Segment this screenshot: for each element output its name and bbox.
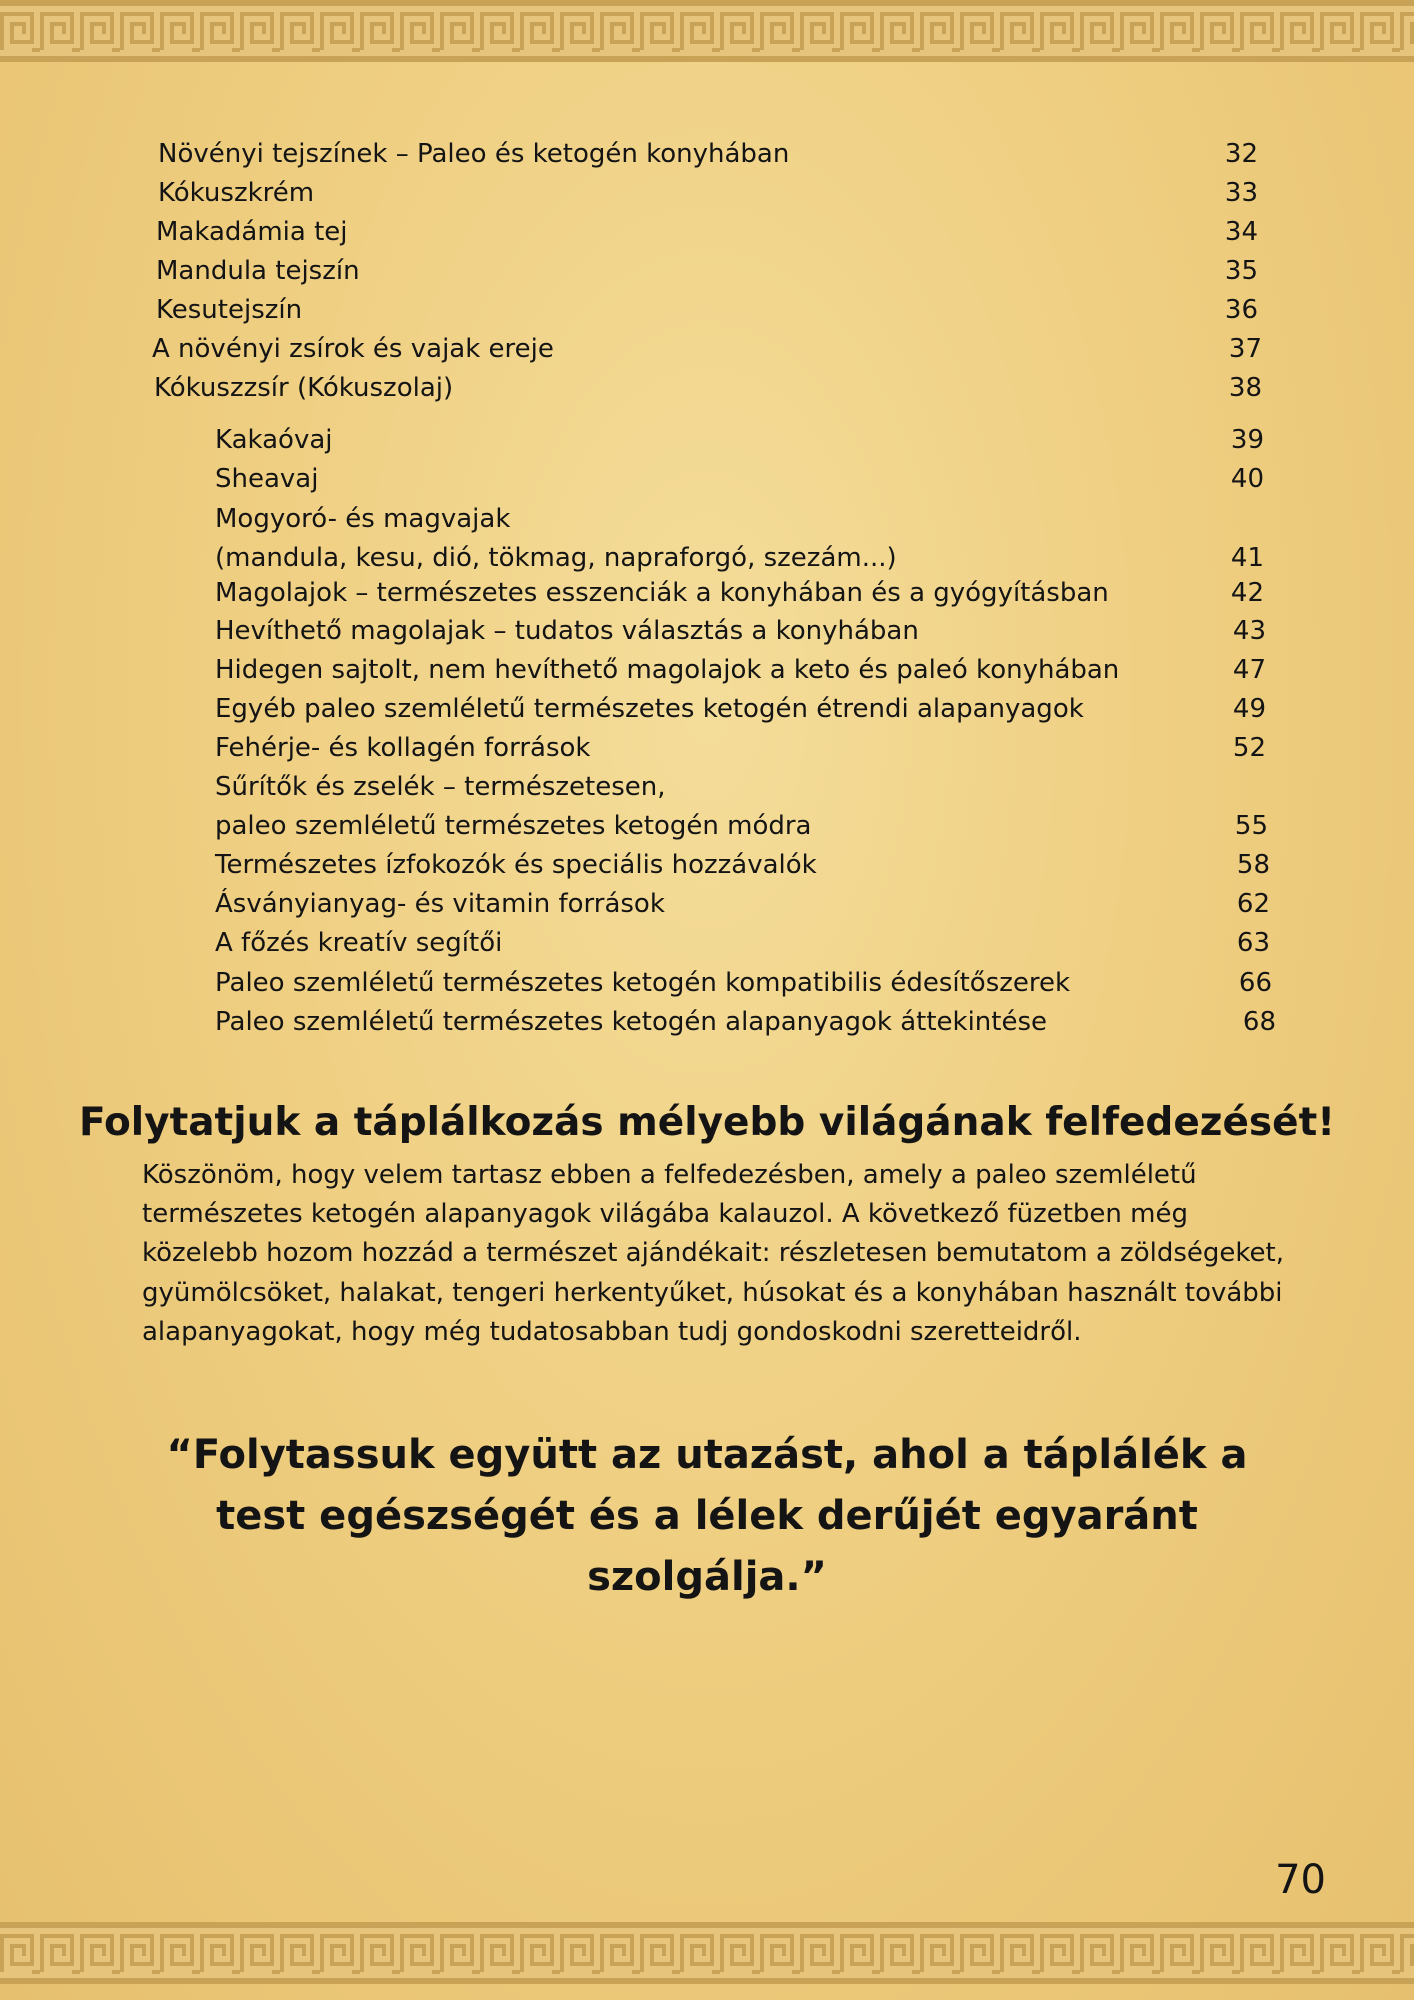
section-heading: Folytatjuk a táplálkozás mélyebb világának felfedezését! (78, 1100, 1336, 1145)
toc-entry: Hevíthető magolajak – tudatos választás a konyhában (215, 616, 919, 646)
toc-entry: Magolajok – természetes esszenciák a konyhában és a gyógyításban (215, 578, 1109, 608)
toc-page-number: 41 (1230, 543, 1264, 573)
toc-page-number: 49 (1232, 694, 1266, 724)
toc-page-number: 33 (1224, 178, 1258, 208)
toc-entry: Egyéb paleo szemléletű természetes ketogén étrendi alapanyagok (215, 694, 1084, 724)
toc-page-number: 40 (1230, 464, 1264, 494)
toc-entry: Kakaóvaj (215, 425, 333, 455)
toc-entry: A főzés kreatív segítői (215, 928, 503, 958)
toc-entry: Kesutejszín (156, 295, 303, 325)
toc-page-number: 36 (1224, 295, 1258, 325)
toc-entry: Paleo szemléletű természetes ketogén alapanyagok áttekintése (215, 1007, 1047, 1037)
toc-page-number: 58 (1236, 850, 1270, 880)
toc-page-number: 43 (1232, 616, 1266, 646)
toc-entry: A növényi zsírok és vajak ereje (152, 334, 554, 364)
bottom-greek-key-border (0, 1922, 1414, 1984)
toc-page-number: 34 (1224, 217, 1258, 247)
toc-page-number: 39 (1230, 425, 1264, 455)
toc-page-number: 47 (1232, 655, 1266, 685)
toc-page-number: 42 (1230, 578, 1264, 608)
toc-entry: paleo szemléletű természetes ketogén módra (215, 811, 812, 841)
toc-page-number: 52 (1232, 733, 1266, 763)
toc-entry: Sheavaj (215, 464, 319, 494)
toc-page-number: 55 (1234, 811, 1268, 841)
toc-page-number: 63 (1236, 928, 1270, 958)
toc-entry: Kókuszkrém (158, 178, 315, 208)
toc-page-number: 32 (1224, 139, 1258, 169)
body-paragraph: Köszönöm, hogy velem tartasz ebben a felfedezésben, amely a paleo szemléletű természetes ketogén alapanyagok világába kalauzol. A következő füzetben még közelebb hozom hozzád a természet ajándékait: részletesen bemutatom a zöldségeket, gyümölcsöket, halakat, tengeri herkentyűket, húsokat és a konyhában használt további alapanyagokat, hogy még tudatosabban tudj gondoskodni szeretteidről. (142, 1160, 1284, 1347)
toc-page-number: 66 (1238, 968, 1272, 998)
toc-entry: Fehérje- és kollagén források (215, 733, 591, 763)
toc-page-number: 38 (1228, 373, 1262, 403)
toc-page-number: 37 (1228, 334, 1262, 364)
toc-page-number: 62 (1236, 889, 1270, 919)
closing-quote: “Folytassuk együtt az utazást, ahol a táplálék a test egészségét és a lélek derűjét egyaránt szolgálja.” (166, 1432, 1248, 1600)
top-greek-key-border (0, 0, 1414, 62)
toc-entry: Kókuszzsír (Kókuszolaj) (154, 373, 454, 403)
toc-page-number: 68 (1242, 1007, 1276, 1037)
toc-page-number: 35 (1224, 256, 1258, 286)
toc-entry: Természetes ízfokozók és speciális hozzávalók (215, 850, 817, 880)
toc-entry: Makadámia tej (156, 217, 348, 247)
toc-entry: Paleo szemléletű természetes ketogén kompatibilis édesítőszerek (215, 968, 1071, 998)
toc-entry: Növényi tejszínek – Paleo és ketogén konyhában (158, 139, 790, 169)
toc-entry: Sűrítők és zselék – természetesen, (215, 772, 666, 802)
page-number: 70 (1275, 1857, 1326, 1903)
toc-entry: Mandula tejszín (156, 256, 360, 286)
toc-entry: Ásványianyag- és vitamin források (215, 889, 665, 919)
toc-entry: (mandula, kesu, dió, tökmag, napraforgó, szezám...) (215, 543, 897, 573)
toc-entry: Mogyoró- és magvajak (215, 504, 511, 534)
toc-entry: Hidegen sajtolt, nem hevíthető magolajok a keto és paleó konyhában (215, 655, 1120, 685)
